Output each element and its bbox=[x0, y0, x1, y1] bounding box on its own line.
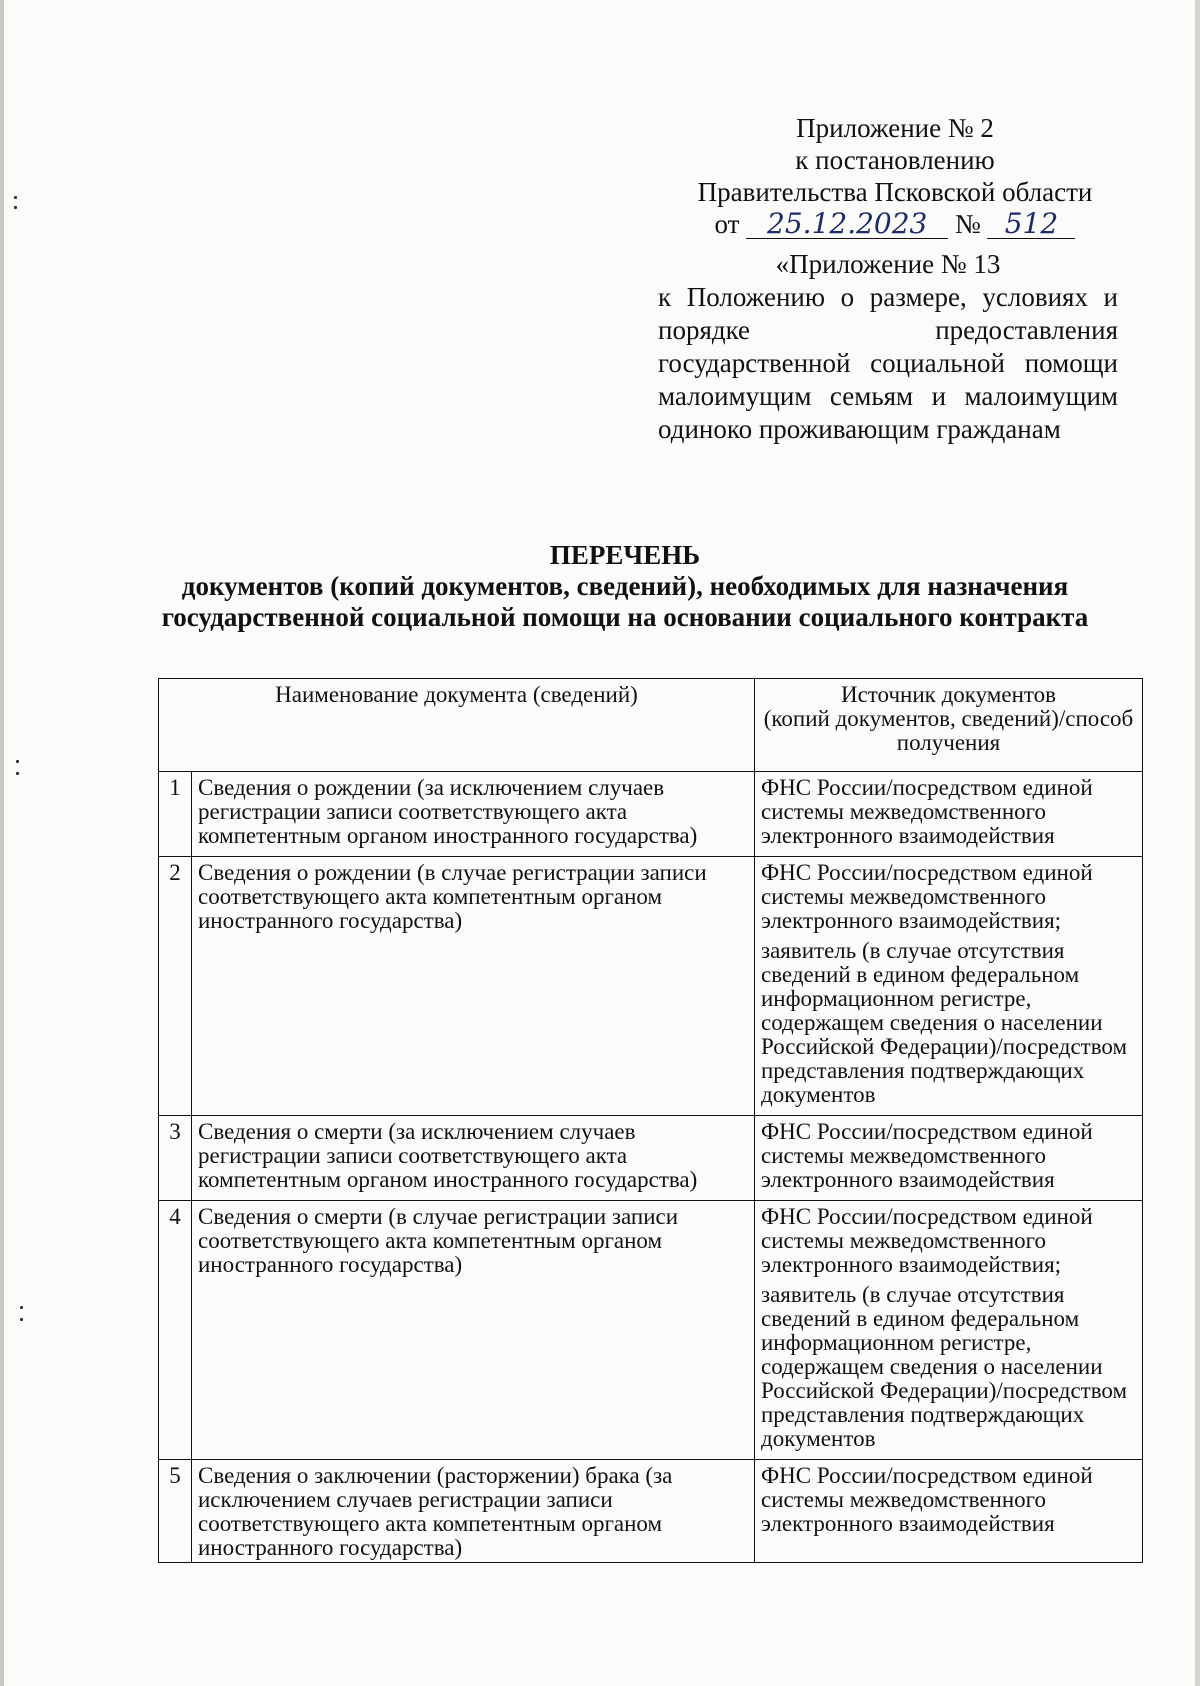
appendix-date-line bbox=[660, 208, 1130, 240]
scan-speck bbox=[16, 772, 19, 775]
title-subtitle: документов (копий документов, сведений), необходимых для назначения государственной социальной помощи на основании социального контракта bbox=[161, 571, 1089, 632]
scan-edge-left bbox=[0, 0, 4, 1686]
row-source-text: ФНС России/посредством единой системы межведомственного электронного взаимодействия bbox=[761, 1463, 1093, 1536]
handwritten-date: 25.12.2023 bbox=[746, 210, 948, 239]
title-main: ПЕРЕЧЕНЬ bbox=[549, 540, 701, 570]
header-source-line: Источник документов bbox=[840, 682, 1056, 707]
appendix-line: к постановлению bbox=[795, 145, 995, 175]
row-source-text: ФНС России/посредством единой системы межведомственного электронного взаимодействия bbox=[761, 1119, 1093, 1192]
table-row bbox=[159, 1460, 1143, 1563]
header-source bbox=[755, 679, 1143, 772]
table-row bbox=[159, 1201, 1143, 1460]
annex-head: «Приложение № 13 bbox=[775, 249, 1001, 279]
number-sign: № bbox=[954, 209, 981, 239]
scan-speck bbox=[14, 206, 17, 209]
table-row bbox=[159, 772, 1143, 857]
table-row bbox=[159, 857, 1143, 1116]
header-document-name: Наименование документа (сведений) bbox=[159, 679, 755, 772]
row-source-text: ФНС России/посредством единой системы межведомственного электронного взаимодействия; bbox=[761, 860, 1093, 933]
document-title bbox=[150, 540, 1100, 633]
scan-speck bbox=[16, 760, 19, 763]
row-document-name: Сведения о рождении (в случае регистрации записи соответствующего акта компетентным органом иностранного государства) bbox=[192, 857, 755, 1116]
scan-speck bbox=[20, 1318, 23, 1321]
annex-reference bbox=[658, 248, 1118, 446]
scan-edge-right bbox=[1195, 0, 1200, 1686]
scan-speck bbox=[20, 1306, 23, 1309]
row-source-text: ФНС России/посредством единой системы межведомственного электронного взаимодействия bbox=[761, 775, 1093, 848]
appendix-line: Приложение № 2 bbox=[796, 113, 994, 143]
row-number: 4 bbox=[159, 1201, 192, 1460]
date-prefix: от bbox=[714, 209, 740, 239]
row-document-name: Сведения о смерти (за исключением случаев регистрации записи соответствующего акта компетентным органом иностранного государства) bbox=[192, 1116, 755, 1201]
row-number: 2 bbox=[159, 857, 192, 1116]
handwritten-number: 512 bbox=[987, 210, 1075, 239]
row-source bbox=[755, 1201, 1143, 1460]
header-source-line: (копий документов, сведений)/способ получения bbox=[763, 706, 1134, 755]
table-header-row bbox=[159, 679, 1143, 772]
appendix-line: Правительства Псковской области bbox=[697, 177, 1093, 207]
row-number: 1 bbox=[159, 772, 192, 857]
row-document-name: Сведения о смерти (в случае регистрации записи соответствующего акта компетентным органом иностранного государства) bbox=[192, 1201, 755, 1460]
row-source-text: заявитель (в случае отсутствия сведений в едином федеральном информационном регистре, содержащем сведения о населении Российской Федерации)/посредством представления подтверждающих документов bbox=[761, 938, 1128, 1107]
row-document-name: Сведения о заключении (расторжении) брака (за исключением случаев регистрации записи соответствующего акта компетентным органом иностранного государства) bbox=[192, 1460, 755, 1563]
row-number: 3 bbox=[159, 1116, 192, 1201]
row-source-text: заявитель (в случае отсутствия сведений в едином федеральном информационном регистре, содержащем сведения о населении Российской Федерации)/посредством представления подтверждающих документов bbox=[761, 1282, 1128, 1451]
row-source bbox=[755, 772, 1143, 857]
documents-table bbox=[158, 678, 1143, 1563]
row-source bbox=[755, 1460, 1143, 1563]
row-source-text: ФНС России/посредством единой системы межведомственного электронного взаимодействия; bbox=[761, 1204, 1093, 1277]
scan-speck bbox=[14, 196, 17, 199]
row-source bbox=[755, 857, 1143, 1116]
annex-body: к Положению о размере, условиях и порядке предоставления государственной социальной помощи малоимущим семьям и малоимущим одиноко проживающим гражданам bbox=[658, 282, 1118, 444]
row-source bbox=[755, 1116, 1143, 1201]
table-row bbox=[159, 1116, 1143, 1201]
row-number: 5 bbox=[159, 1460, 192, 1563]
row-document-name: Сведения о рождении (за исключением случаев регистрации записи соответствующего акта компетентным органом иностранного государства) bbox=[192, 772, 755, 857]
appendix-header bbox=[660, 112, 1130, 240]
